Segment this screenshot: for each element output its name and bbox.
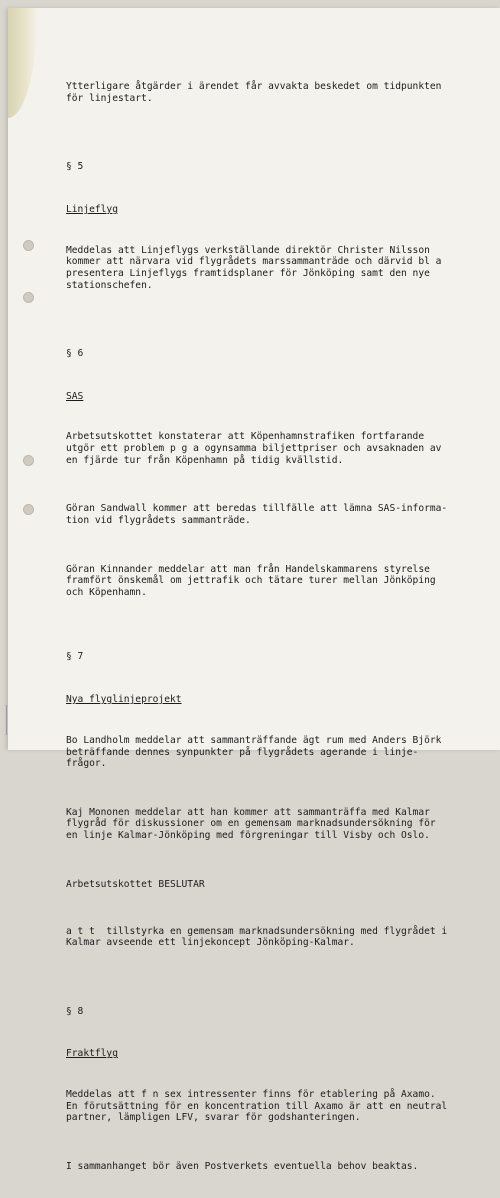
section-heading-nya-flyglinjeprojekt: Nya flyglinjeprojekt	[66, 694, 182, 706]
section-5-paragraph: Meddelas att Linjeflygs verkställande direktör Christer Nilsson kommer att närvara vid flygrådets marssammanträde och därvid bl a presentera Linjeflygs framtidsplaner för Jönköping samt den nye stationschefen.	[66, 244, 442, 291]
binder-hole	[23, 240, 34, 251]
section-heading-sas: SAS	[66, 390, 84, 402]
binder-hole	[23, 504, 34, 515]
decision-label: Arbetsutskottet BESLUTAR	[66, 878, 205, 890]
section-heading-fraktflyg: Fraktflyg	[66, 1048, 118, 1060]
binder-hole	[23, 455, 34, 466]
section-7-paragraph-2: Kaj Mononen meddelar att han kommer att sammanträffa med Kalmar flygråd för diskussioner om en gemensam marknadsundersökning för en linje Kalmar-Jönköping med förgreningar till Visby och Oslo.	[66, 806, 436, 842]
binder-hole	[23, 292, 34, 303]
intro-paragraph: Ytterligare åtgärder i ärendet får avvakta beskedet om tidpunkten för linjestart.	[66, 81, 442, 104]
section-6-paragraph-1: Arbetsutskottet konstaterar att Köpenhamnstrafiken fortfarande utgör ett problem p g a ogynsamma biljettpriser och avsaknaden av en fjärde tur från Köpenhamn på tidig kvällstid.	[66, 431, 442, 466]
section-number-6: § 6	[66, 347, 84, 359]
section-6-paragraph-2: Göran Sandwall kommer att beredas tillfälle att lämna SAS-informa- tion vid flygrådets sammanträde.	[66, 503, 448, 526]
section-6-paragraph-3: Göran Kinnander meddelar att man från Handelskammarens styrelse framfört önskemål om jettrafik och tätare turer mellan Jönköping och Köpenhamn.	[66, 563, 436, 598]
section-7-decision: a t t tillstyrka en gemensam marknadsundersökning med flygrådet i Kalmar avseende ett linjekoncept Jönköping-Kalmar.	[66, 925, 448, 949]
section-number-8: § 8	[66, 1005, 84, 1017]
document-body	[66, 58, 478, 1198]
section-number-5: § 5	[66, 161, 84, 173]
section-8-paragraph-2: I sammanhanget bör även Postverkets eventuella behov beaktas.	[66, 1161, 419, 1173]
page-curl	[8, 8, 38, 118]
section-8-paragraph-1: Meddelas att f n sex intressenter finns för etablering på Axamo. En förutsättning för en koncentration till Axamo är att en neutral partner, lämpligen LFV, svarar för godshanteringen.	[66, 1089, 448, 1124]
section-heading-linjeflyg: Linjeflyg	[66, 203, 118, 215]
page-edge-mark	[6, 705, 13, 735]
section-7-paragraph-1: Bo Landholm meddelar att sammanträffande ägt rum med Anders Björk beträffande dennes synpunkter på flygrådets agerande i linje- frågor.	[66, 734, 442, 770]
section-number-7: § 7	[66, 651, 84, 663]
